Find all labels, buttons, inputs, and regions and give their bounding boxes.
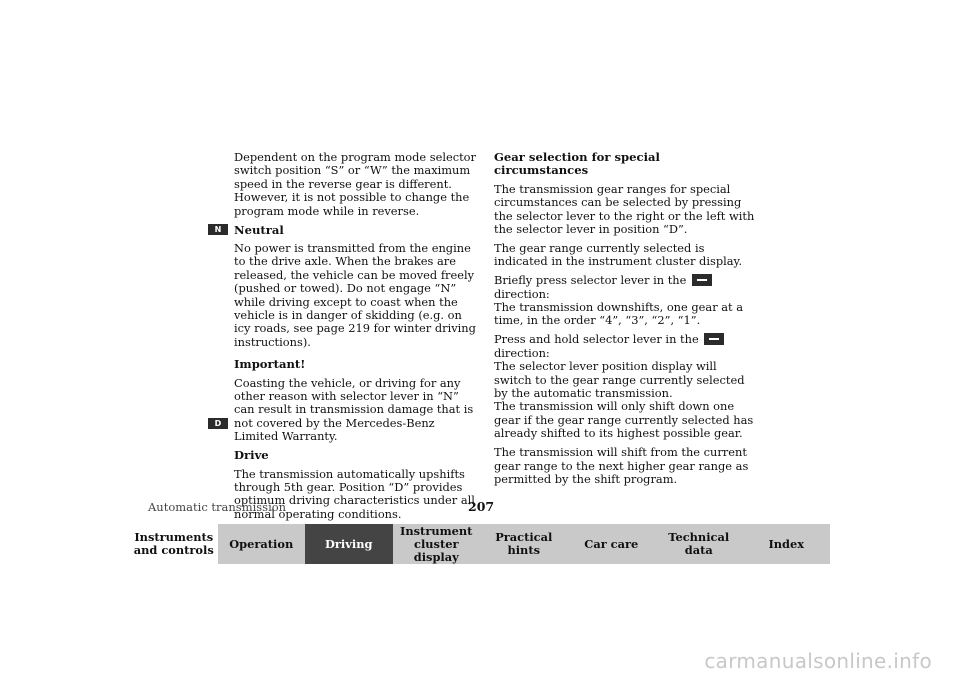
important-heading: Important! <box>234 357 306 372</box>
neutral-marker-icon: N <box>208 224 228 235</box>
drive-marker-icon: D <box>208 418 228 429</box>
para4-rest1: The selector lever position display will switch to the gear range currently selected by the automatic transmission. <box>494 359 745 400</box>
section-nav <box>130 524 830 564</box>
neutral-heading: Neutral <box>234 222 284 237</box>
tab-car-care[interactable]: Car care <box>568 524 656 564</box>
tab-instruments-and-controls[interactable]: Instruments and controls <box>130 524 218 564</box>
important-body: Coasting the vehicle, or driving for any other reason with selector lever in “N” can result in transmission damage that is not covered by the Mercedes-Benz Limited Warranty. <box>234 375 474 444</box>
minus-direction-icon <box>692 274 712 286</box>
para4-rest2: The transmission will only shift down one gear if the gear range currently selected has already shifted to its highest possible gear. <box>494 399 754 441</box>
tab-driving[interactable]: Driving <box>305 524 393 564</box>
right-column <box>494 151 756 492</box>
para3-after: direction: <box>494 286 550 301</box>
drive-body: The transmission automatically upshifts through 5th gear. Position “D” provides optimum driving characteristics under all normal operating conditions. <box>234 466 475 521</box>
minus-direction-icon <box>704 333 724 345</box>
watermark: carmanualsonline.info <box>704 649 932 673</box>
gear-selection-para3 <box>494 274 756 328</box>
para3-before: Briefly press selector lever in the <box>494 273 687 288</box>
para4-after: direction: <box>494 345 550 360</box>
gear-selection-para2: The gear range currently selected is indicated in the instrument cluster display. <box>494 240 743 269</box>
left-column <box>234 151 479 527</box>
tab-technical-data[interactable]: Technical data <box>655 524 743 564</box>
page-number: 207 <box>468 499 495 514</box>
tab-practical-hints[interactable]: Practical hints <box>480 524 568 564</box>
tab-operation[interactable]: Operation <box>218 524 306 564</box>
drive-heading: Drive <box>234 448 269 463</box>
gear-selection-heading: Gear selection for special circumstances <box>494 150 660 178</box>
tab-instrument-cluster-display[interactable]: Instrument cluster display <box>393 524 481 564</box>
gear-selection-para5: The transmission will shift from the current gear range to the next higher gear range as permitted by the shift program. <box>494 445 749 486</box>
neutral-body: No power is transmitted from the engine to the drive axle. When the brakes are released, the vehicle can be moved freely (pushed or towed). Do not engage “N” while driving except to coast when the vehicle is in danger of skidding (e.g. on icy roads, see page 219 for winter driving instructions). <box>234 240 476 349</box>
para4-before: Press and hold selector lever in the <box>494 332 699 347</box>
gear-selection-para1: The transmission gear ranges for special circumstances can be selected by pressing the selector lever to the right or the left with the selector lever in position “D”. <box>494 181 755 237</box>
gear-selection-para4 <box>494 333 756 440</box>
intro-paragraph: Dependent on the program mode selector switch position “S” or “W” the maximum speed in the reverse gear is different. However, it is not possible to change the program mode while in reverse. <box>234 150 476 218</box>
para3-rest: The transmission downshifts, one gear at a time, in the order “4”, “3”, “2”, “1”. <box>494 300 744 328</box>
section-title: Automatic transmission <box>148 500 287 514</box>
tab-index[interactable]: Index <box>743 524 831 564</box>
